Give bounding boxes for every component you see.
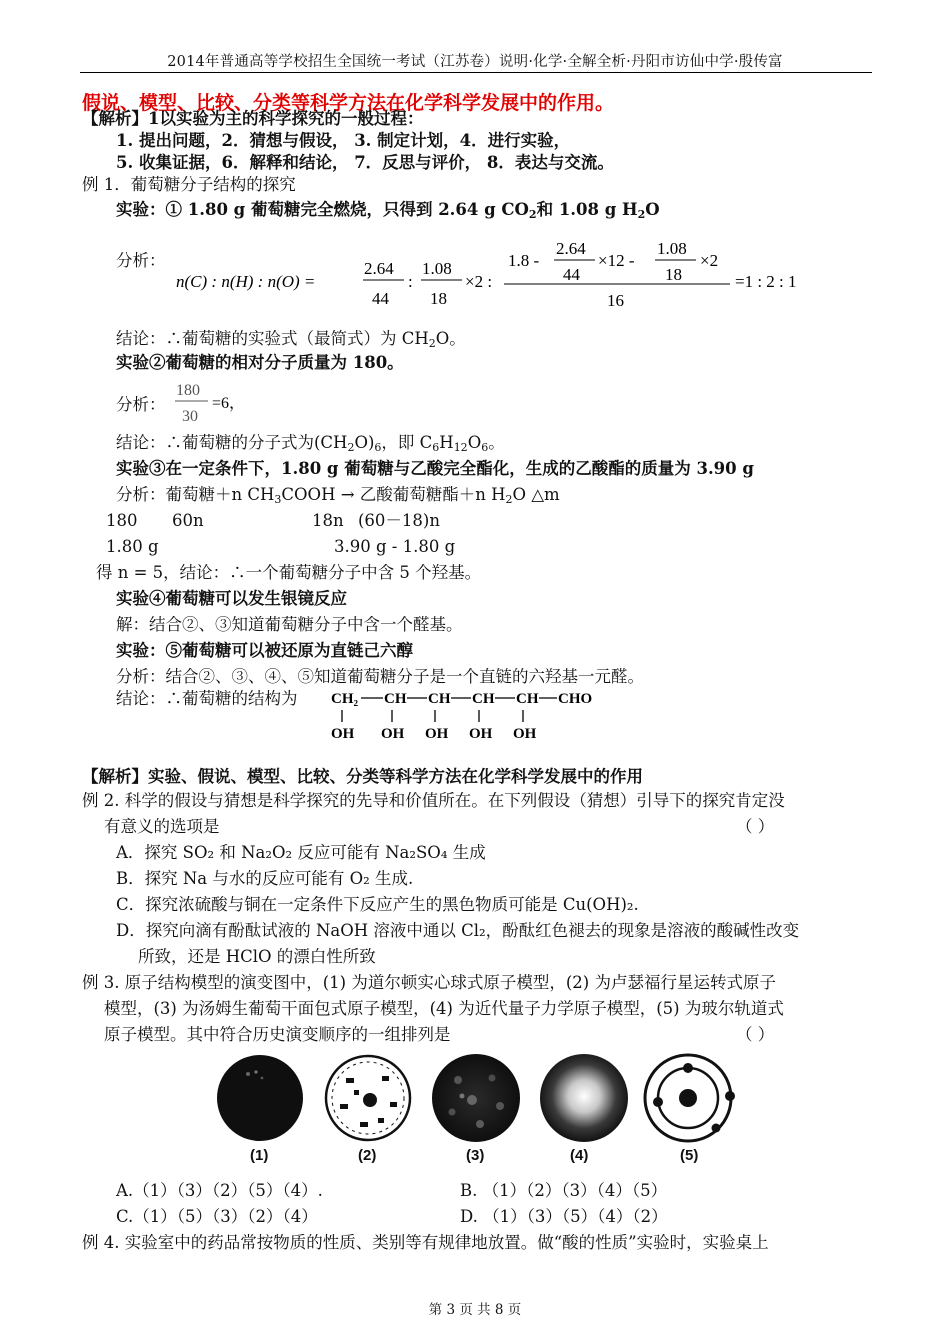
- example-3-stem-1: 例 3. 原子结构模型的演变图中，(1) 为道尔顿实心球式原子模型，(2) 为卢瑟福行星运转式原子: [82, 973, 776, 992]
- thomson-model-icon: [432, 1054, 520, 1142]
- conclusion-1-end: O。: [435, 329, 466, 348]
- big-a: 1.8 -: [508, 251, 540, 270]
- solve-4: 解：结合②、③知道葡萄糖分子中含一个醛基。: [116, 615, 463, 634]
- experiment-1: 实验：① 1.80 g 葡萄糖完全燃烧，只得到 2.64 g $CO_2$和 1.08 g $H_2O$: [116, 200, 660, 221]
- big-d-num: 1.08: [657, 239, 687, 258]
- ratio-row-a1: 180: [106, 511, 138, 530]
- example-3-stem-3: 原子模型。其中符合历史演变顺序的一组排列是: [104, 1025, 451, 1044]
- analysis-3-mid: COOH → 乙酸葡萄糖酯＋n H: [281, 485, 506, 504]
- frac-result: =6，: [212, 395, 246, 412]
- frac2-den: 18: [430, 289, 447, 308]
- analysis-3: 分析：葡萄糖＋n $CH_3COOH$ → 乙酸葡萄糖酯＋n $H_2O$ △m: [116, 485, 560, 506]
- example-2-option-c: C．探究浓硫酸与铜在一定条件下反应产生的黑色物质可能是 Cu(OH)₂.: [116, 895, 639, 914]
- example-2-stem-1: 例 2. 科学的假设与猜想是科学探究的先导和价值所在。在下列假设（猜想）引导下的探究肯定没: [82, 791, 785, 810]
- experiment-4: 实验④葡萄糖可以发生银镜反应: [116, 589, 347, 608]
- dalton-model-icon: [217, 1055, 303, 1141]
- big-b-den: 44: [563, 265, 580, 284]
- example-2-option-d-2: 所致，还是 HClO 的漂白性所致: [138, 947, 376, 966]
- bohr-model-icon: [645, 1055, 735, 1141]
- example-2-stem-2: 有意义的选项是: [104, 817, 220, 836]
- example-3-stem-2: 模型，(3) 为汤姆生葡萄干面包式原子模型，(4) 为近代量子力学原子模型，(5) 为玻尔轨道式: [104, 999, 784, 1018]
- atom-label-4: (4): [570, 1147, 589, 1164]
- page-footer: 第 3 页 共 8 页: [428, 1302, 522, 1318]
- inquiry-steps-1: 1. 提出问题，2．猜想与假设， 3. 制定计划，4．进行实验，: [116, 131, 571, 150]
- svg-text::: :: [408, 272, 413, 291]
- experiment-1-tail: 和 1.08 g H: [536, 200, 638, 219]
- conclusion-2-tail: ，即 C: [381, 433, 433, 452]
- conclusion-1: 结论：∴葡萄糖的实验式（最简式）为 $CH_2O$。: [116, 329, 466, 350]
- conclusion-2-mid: O): [354, 433, 375, 452]
- inquiry-steps-2: 5. 收集证据，6．解释和结论， 7．反思与评价， 8．表达与交流。: [116, 153, 614, 172]
- experiment-2: 实验②葡萄糖的相对分子质量为 180。: [116, 353, 404, 372]
- example-3-option-c: C.（1）（5）（3）（2）（4）: [116, 1207, 318, 1226]
- glucose-structure: [328, 686, 608, 746]
- frac-30: 30: [182, 408, 198, 425]
- struct-oh-3: OH: [425, 726, 449, 742]
- atom-label-1: (1): [250, 1147, 269, 1164]
- struct-cho: CHO: [558, 691, 593, 707]
- struct-ch-1: CH: [384, 691, 407, 707]
- ratio-row-a2: 60n: [172, 511, 204, 530]
- atom-label-2: (2): [358, 1147, 377, 1164]
- rutherford-model-icon: [326, 1056, 410, 1140]
- atom-label-5: (5): [680, 1147, 699, 1164]
- example-2-answer-paren: （ ）: [736, 817, 775, 836]
- example-1-title: 例 1．葡萄糖分子结构的探究: [82, 175, 296, 194]
- example-3-answer-paren: （ ）: [736, 1025, 775, 1044]
- struct-oh-2: OH: [381, 726, 405, 742]
- conclusion-2-end: O: [467, 433, 482, 452]
- analysis-1: [82, 108, 423, 130]
- ratio-row-a4: (60－18)n: [358, 511, 440, 530]
- formula-result: =1 : 2 : 1: [735, 272, 797, 291]
- header-rule: [80, 72, 872, 73]
- conclusion-2-text: 结论：∴葡萄糖的分子式为(CH: [116, 433, 348, 452]
- ratio-row-b1: 1.80 g: [106, 537, 159, 556]
- conclusion-5: 结论：∴葡萄糖的结构为: [116, 689, 298, 708]
- analysis-2-label: 分析：: [116, 395, 166, 414]
- example-2-option-b: B．探究 Na 与水的反应可能有 O₂ 生成.: [116, 869, 414, 888]
- experiment-3: 实验③在一定条件下，1.80 g 葡萄糖与乙酸完全酯化，生成的乙酸酯的质量为 3.90 g: [116, 459, 754, 478]
- struct-oh-5: OH: [513, 726, 537, 742]
- example-2-option-a: A．探究 SO₂ 和 Na₂O₂ 反应可能有 Na₂SO₄ 生成: [116, 843, 486, 862]
- frac1-den: 44: [372, 289, 389, 308]
- experiment-5: 实验：⑤葡萄糖可以被还原为直链己六醇: [116, 641, 413, 660]
- times2: ×2 :: [465, 272, 493, 291]
- big-c: ×12 -: [598, 251, 635, 270]
- analysis-2: [82, 766, 643, 788]
- frac-180: 180: [176, 382, 200, 399]
- example-3-option-d: D. （1）（3）（5）（4）（2）: [460, 1207, 668, 1226]
- conclusion-1-text: 结论：∴葡萄糖的实验式（最简式）为 CH: [116, 329, 429, 348]
- analysis-intro: 1以实验为主的科学探究的一般过程：: [148, 109, 424, 128]
- struct-oh-1: OH: [331, 726, 355, 742]
- struct-ch-4: CH: [516, 691, 539, 707]
- atom-model-figures: [210, 1052, 750, 1146]
- big-b-num: 2.64: [556, 239, 586, 258]
- ratio-row-b2: 3.90 g - 1.80 g: [334, 537, 456, 556]
- molar-ratio-fraction: [172, 378, 262, 428]
- frac2-num: 1.08: [422, 259, 452, 278]
- ratio-row-a3: 18n: [312, 511, 344, 530]
- example-3-option-a: A.（1）（3）（2）（5）（4）.: [116, 1181, 323, 1200]
- conclusion-2: 结论：∴葡萄糖的分子式为$(CH_2O)_6$，即 $C_6H_{12}O_6$。: [116, 433, 505, 454]
- struct-oh-4: OH: [469, 726, 493, 742]
- big-den: 16: [607, 291, 624, 310]
- frac1-num: 2.64: [364, 259, 394, 278]
- big-d-den: 18: [665, 265, 682, 284]
- analysis-3-text: 分析：葡萄糖＋n CH: [116, 485, 275, 504]
- experiment-1-text: 实验：① 1.80 g 葡萄糖完全燃烧，只得到 2.64 g CO: [116, 200, 529, 219]
- mole-ratio-formula: [170, 232, 820, 312]
- page-header: 2014年普通高等学校招生全国统一考试（江苏卷）说明·化学·全解全析·丹阳市访仙中学·殷传富: [167, 54, 783, 70]
- example-2-option-d-1: D．探究向滴有酚酞试液的 NaOH 溶液中通以 Cl₂，酚酞红色褪去的现象是溶液的酸碱性改变: [116, 921, 800, 940]
- analysis-5: 分析：结合②、③、④、⑤知道葡萄糖分子是一个直链的六羟基一元醛。: [116, 667, 644, 686]
- result-3: 得 n = 5，结论：∴一个葡萄糖分子中含 5 个羟基。: [96, 563, 482, 582]
- analysis-label: 【解析】: [82, 109, 148, 128]
- experiment-1-end: O: [645, 200, 660, 219]
- analysis-2-label-text: 【解析】: [82, 767, 148, 786]
- quantum-model-icon: [540, 1054, 628, 1142]
- analysis-1-label: 分析：: [116, 251, 166, 270]
- analysis-3-end: O △m: [512, 485, 560, 504]
- example-3-option-b: B. （1）（2）（3）（4）（5）: [460, 1181, 668, 1200]
- struct-ch-2: CH: [428, 691, 451, 707]
- big-e: ×2: [700, 251, 719, 270]
- formula-lhs: n(C) : n(H) : n(O) =: [176, 272, 316, 291]
- analysis-2-text: 实验、假说、模型、比较、分类等科学方法在化学科学发展中的作用: [148, 767, 643, 786]
- atom-label-3: (3): [466, 1147, 485, 1164]
- example-4-stem-1: 例 4. 实验室中的药品常按物质的性质、类别等有规律地放置。做“酸的性质”实验时，实验桌上: [82, 1233, 769, 1252]
- struct-ch-3: CH: [472, 691, 495, 707]
- struct-ch2: CH₂: [331, 691, 358, 707]
- section-title: 假说、模型、比较、分类等科学方法在化学科学发展中的作用。: [82, 92, 615, 114]
